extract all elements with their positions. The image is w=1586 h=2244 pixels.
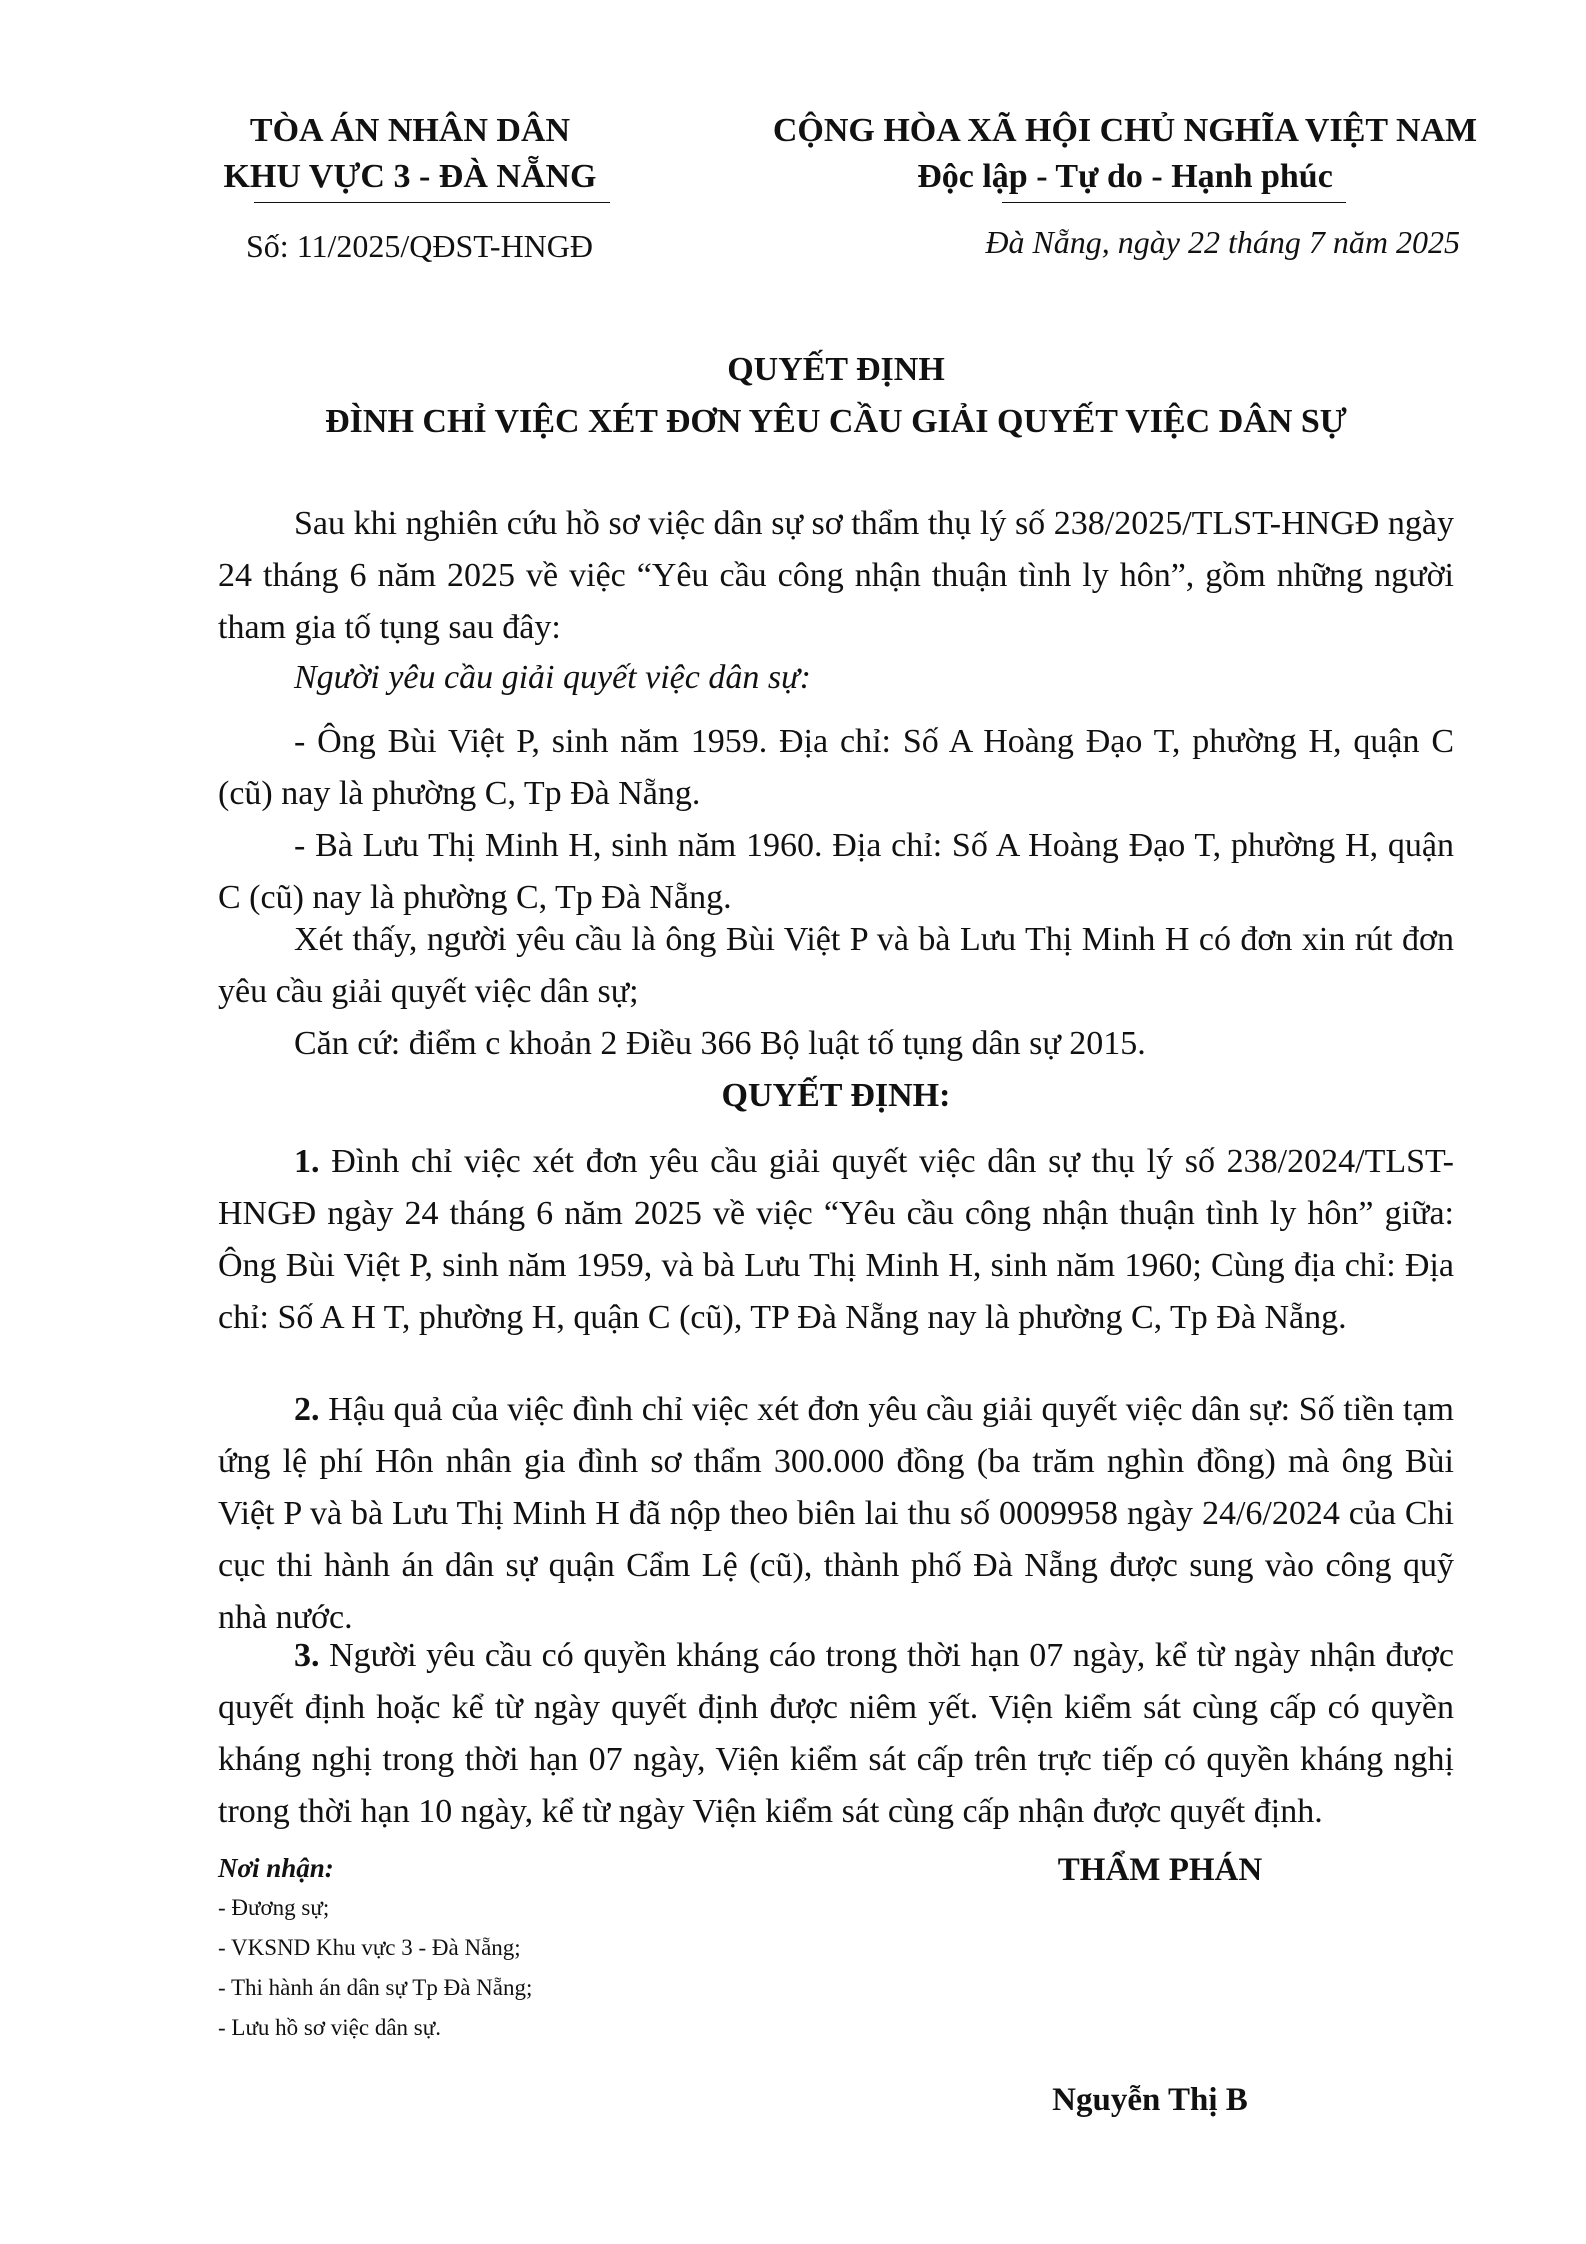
legal-basis: Căn cứ: điểm c khoản 2 Điều 366 Bộ luật tố tụng dân sự 2015. — [294, 1025, 1146, 1062]
document-title — [218, 344, 1454, 448]
title-line-2: ĐÌNH CHỈ VIỆC XÉT ĐƠN YÊU CẦU GIẢI QUYẾT VIỆC DÂN SỰ — [325, 403, 1347, 440]
person-1: - Ông Bùi Việt P, sinh năm 1959. Địa chỉ: Số A Hoàng Đạo T, phường H, quận C (cũ) nay là phường C, Tp Đà Nẵng. — [218, 723, 1454, 812]
national-motto: Độc lập - Tự do - Hạnh phúc — [917, 158, 1333, 195]
decision-heading: QUYẾT ĐỊNH: — [721, 1077, 951, 1114]
court-line-2: KHU VỰC 3 - ĐÀ NẴNG — [223, 158, 597, 195]
recipient-item: - Thi hành án dân sự Tp Đà Nẵng; — [218, 1975, 533, 2000]
document-number: Số: 11/2025/QĐST-HNGĐ — [246, 228, 593, 264]
intro-paragraph: Sau khi nghiên cứu hồ sơ việc dân sự sơ thẩm thụ lý số 238/2025/TLST-HNGĐ ngày 24 tháng 6 năm 2025 về việc “Yêu cầu công nhận thuận tình ly hôn”, gồm những người tham gia tố tụng sau đây: — [218, 505, 1454, 646]
country-name: CỘNG HÒA XÃ HỘI CHỦ NGHĨA VIỆT NAM — [772, 112, 1478, 149]
item-3-number: 3. — [294, 1637, 320, 1674]
recipients-label: Nơi nhận: — [218, 1853, 334, 1883]
recipients-block — [218, 1848, 532, 2048]
item-1-number: 1. — [294, 1143, 320, 1180]
person-2: - Bà Lưu Thị Minh H, sinh năm 1960. Địa chỉ: Số A Hoàng Đạo T, phường H, quận C (cũ) nay là phường C, Tp Đà Nẵng. — [218, 827, 1454, 916]
national-header — [740, 108, 1510, 200]
requesters-label: Người yêu cầu giải quyết việc dân sự: — [294, 659, 811, 696]
item-2-number: 2. — [294, 1391, 320, 1428]
judge-title: THẨM PHÁN — [1057, 1852, 1263, 1888]
recipient-item: - Lưu hồ sơ việc dân sự. — [218, 2015, 441, 2040]
item-2-text: Hậu quả của việc đình chỉ việc xét đơn yêu cầu giải quyết việc dân sự: Số tiền tạm ứng lệ phí Hôn nhân gia đình sơ thẩm 300.000 đồng (ba trăm nghìn đồng) mà ông Bùi Việt P và bà Lưu Thị Minh H đã nộp theo biên lai thu số 0009958 ngày 24/6/2024 của Chi cục thi hành án dân sự quận Cẩm Lệ (cũ), thành phố Đà Nẵng được sung vào công quỹ nhà nước. — [218, 1391, 1454, 1636]
finding-paragraph: Xét thấy, người yêu cầu là ông Bùi Việt P và bà Lưu Thị Minh H có đơn xin rút đơn yêu cầu giải quyết việc dân sự; — [218, 921, 1454, 1010]
item-3-text: Người yêu cầu có quyền kháng cáo trong thời hạn 07 ngày, kể từ ngày nhận được quyết định hoặc kể từ ngày quyết định được niêm yết. Viện kiểm sát cùng cấp có quyền kháng nghị trong thời hạn 07 ngày, Viện kiểm sát cấp trên trực tiếp có quyền kháng nghị trong thời hạn 10 ngày, kể từ ngày Viện kiểm sát cùng cấp nhận được quyết định. — [218, 1637, 1454, 1830]
title-line-1: QUYẾT ĐỊNH — [727, 351, 945, 388]
decision-item-1 — [218, 1136, 1454, 1344]
judge-name: Nguyễn Thị B — [1052, 2082, 1248, 2118]
recipient-item: - Đương sự; — [218, 1895, 330, 1920]
decision-item-3 — [218, 1630, 1454, 1838]
place-date: Đà Nẵng, ngày 22 tháng 7 năm 2025 — [985, 224, 1460, 260]
court-underline — [254, 202, 610, 203]
court-name — [180, 108, 640, 200]
decision-item-2 — [218, 1384, 1454, 1644]
court-line-1: TÒA ÁN NHÂN DÂN — [249, 112, 571, 149]
motto-underline — [1002, 202, 1346, 203]
item-1-text: Đình chỉ việc xét đơn yêu cầu giải quyết việc dân sự thụ lý số 238/2024/TLST-HNGĐ ngày 24 tháng 6 năm 2025 về việc “Yêu cầu công nhận thuận tình ly hôn” giữa: Ông Bùi Việt P, sinh năm 1959, và bà Lưu Thị Minh H, sinh năm 1960; Cùng địa chỉ: Địa chỉ: Số A H T, phường H, quận C (cũ), TP Đà Nẵng nay là phường C, Tp Đà Nẵng. — [218, 1143, 1454, 1336]
recipient-item: - VKSND Khu vực 3 - Đà Nẵng; — [218, 1935, 521, 1960]
